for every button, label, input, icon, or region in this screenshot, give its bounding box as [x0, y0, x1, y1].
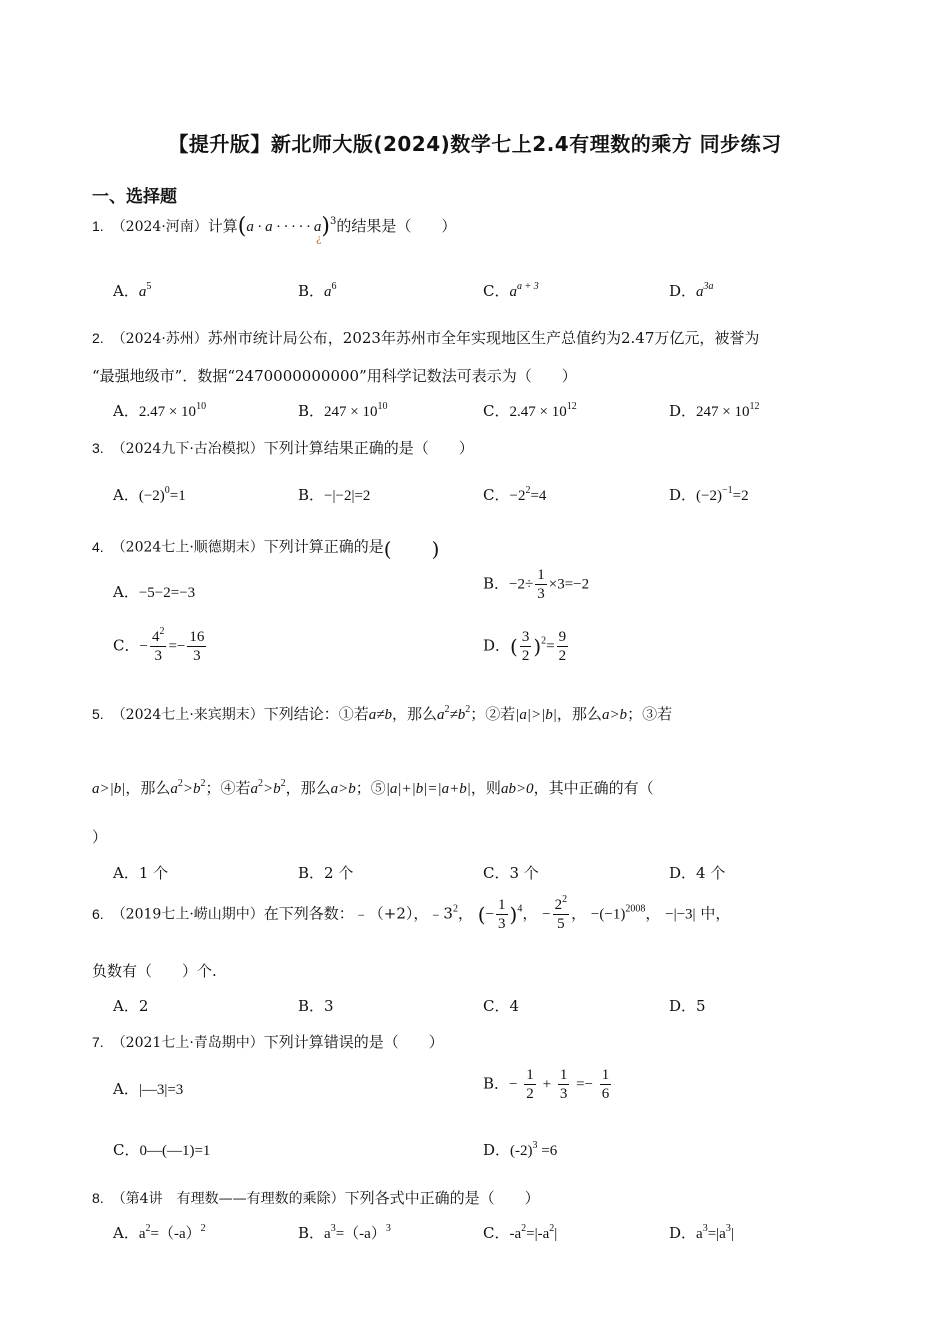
- question-2-stem-line2: “最强地级市”．数据“2470000000000”用科学记数法可表示为（ ）: [92, 367, 577, 385]
- q6-option-a[interactable]: A．2: [113, 997, 149, 1015]
- q2-option-b[interactable]: B．$247 \times 10^{10}$: [298, 401, 388, 420]
- q4-option-b[interactable]: B．−2÷ $\frac{1}{3}$ ×3=−2: [483, 567, 590, 602]
- q8-option-c[interactable]: C．$-a^2=|-a^2|$: [483, 1223, 558, 1242]
- q5-option-d[interactable]: D．4 个: [669, 864, 726, 882]
- question-3-stem: 3. （2024九下·古冶模拟）下列计算结果正确的是（ ）: [92, 439, 474, 457]
- q3-option-d[interactable]: D．$(-2)^{-1}=2$: [669, 485, 749, 504]
- section-heading-choice: 一、选择题: [92, 187, 177, 207]
- fraction: $\frac{4^2}{3}$: [151, 626, 165, 664]
- question-6-stem-line2: 负数有（ ）个.: [92, 962, 217, 980]
- question-number: 1.: [92, 218, 104, 234]
- question-5-stem: 5. （2024七上·来宾期末）下列结论：①若a≠b，那么$a^2\ne b^2$；②若|a|>|b|，那么a>b；③若: [92, 704, 673, 723]
- fraction: $\frac{1}{3}$: [559, 1067, 568, 1102]
- q3-option-a[interactable]: A．$(-2)^0=1$: [113, 485, 186, 504]
- q6-option-d[interactable]: D．5: [669, 997, 706, 1015]
- q7-option-d[interactable]: D．$(-2)^3 =6$: [483, 1140, 558, 1159]
- fraction: $\frac{1}{2}$: [526, 1067, 534, 1102]
- question-8-stem: 8. （第4讲 有理数——有理数的乘除）下列各式中正确的是（ ）: [92, 1189, 540, 1207]
- fraction: $\frac{3}{2}$: [521, 629, 530, 664]
- q4-option-c[interactable]: C．− $\frac{4^2}{3}$ =− $\frac{16}{3}$: [113, 626, 205, 664]
- q2-option-c[interactable]: C．$2.47 \times 10^{12}$: [483, 401, 577, 420]
- q1-option-c[interactable]: C．$a^{a + 3}$: [483, 281, 539, 300]
- q4-option-d[interactable]: D．( $\frac{3}{2}$ )$^2$= $\frac{9}{2}$: [483, 629, 567, 664]
- question-4-stem: 4. （2024七上·顺德期末）下列计算正确的是( ): [92, 537, 440, 561]
- question-2-stem: 2. （2024·苏州）苏州市统计局公布，2023年苏州市全年实现地区生产总值约为2.47万亿元，被誉为: [92, 329, 760, 347]
- q5-option-a[interactable]: A．1 个: [113, 864, 169, 882]
- question-5-stem-line2: a>|b|，那么$a^2>b^2$；④若$a^2>b^2$，那么a>b；⑤|a|+|b|=|a+b|，则ab>0，其中正确的有（: [92, 778, 654, 797]
- q8-option-d[interactable]: D．$a^3=|a^3|$: [669, 1223, 734, 1242]
- fraction: $\frac{1}{6}$: [601, 1067, 610, 1102]
- q8-option-a[interactable]: A．$a^2=(-a)^2$: [113, 1223, 206, 1242]
- q6-option-c[interactable]: C．4: [483, 997, 520, 1015]
- q2-option-d[interactable]: D．$247 \times 10^{12}$: [669, 401, 760, 420]
- q2-option-a[interactable]: A．$2.47 \times 10^{10}$: [113, 401, 207, 420]
- underbrace-mark: ¿: [316, 234, 322, 245]
- question-6-stem: 6. （2019七上·崂山期中）在下列各数：﹣（+2），$﹣3^2$， (− $\frac{1}{3}$ )$^4$， − $\frac{2^2}{5}$ ， $-(-1)^{2008}$， −|−3| 中，: [92, 894, 731, 932]
- document-title: 【提升版】新北师大版(2024)数学七上2.4有理数的乘方 同步练习: [168, 132, 782, 156]
- fraction: $\frac{2^2}{5}$: [554, 894, 568, 932]
- question-7-stem: 7. （2021七上·青岛期中）下列计算错误的是（ ）: [92, 1033, 444, 1051]
- q1-option-a[interactable]: A．$a^5$: [113, 281, 152, 300]
- q6-option-b[interactable]: B．3: [298, 997, 334, 1015]
- fraction: $\frac{1}{3}$: [498, 897, 506, 932]
- question-1-stem: 1. （2024·河南）计算(a · a · · · · · a)$^3$的结果是（ ）: [92, 214, 457, 239]
- fraction: $\frac{16}{3}$: [189, 629, 205, 664]
- fraction: $\frac{1}{3}$: [537, 567, 545, 602]
- q3-option-c[interactable]: C．$-2^2=4$: [483, 485, 547, 504]
- q7-option-a[interactable]: A．|—3|=3: [113, 1080, 184, 1098]
- q7-option-c[interactable]: C．0—(—1)=1: [113, 1141, 211, 1159]
- q3-option-b[interactable]: B．−|−2|=2: [298, 486, 371, 504]
- q1-option-d[interactable]: D．$a^{3a}$: [669, 281, 714, 300]
- question-source: （2024·河南）: [111, 219, 208, 235]
- q4-option-a[interactable]: A．−5−2=−3: [113, 583, 196, 601]
- question-5-stem-line3: ）: [92, 828, 108, 846]
- q7-option-b[interactable]: B．− $\frac{1}{2}$ + $\frac{1}{3}$ =− $\frac{1}{6}$: [483, 1067, 610, 1102]
- q1-option-b[interactable]: B．$a^6$: [298, 281, 337, 300]
- q8-option-b[interactable]: B．$a^3=(-a)^3$: [298, 1223, 391, 1242]
- q5-option-c[interactable]: C．3 个: [483, 864, 539, 882]
- product-expression: a · a · · · · · a: [246, 219, 322, 235]
- fraction: $\frac{9}{2}$: [558, 629, 567, 664]
- q5-option-b[interactable]: B．2 个: [298, 864, 354, 882]
